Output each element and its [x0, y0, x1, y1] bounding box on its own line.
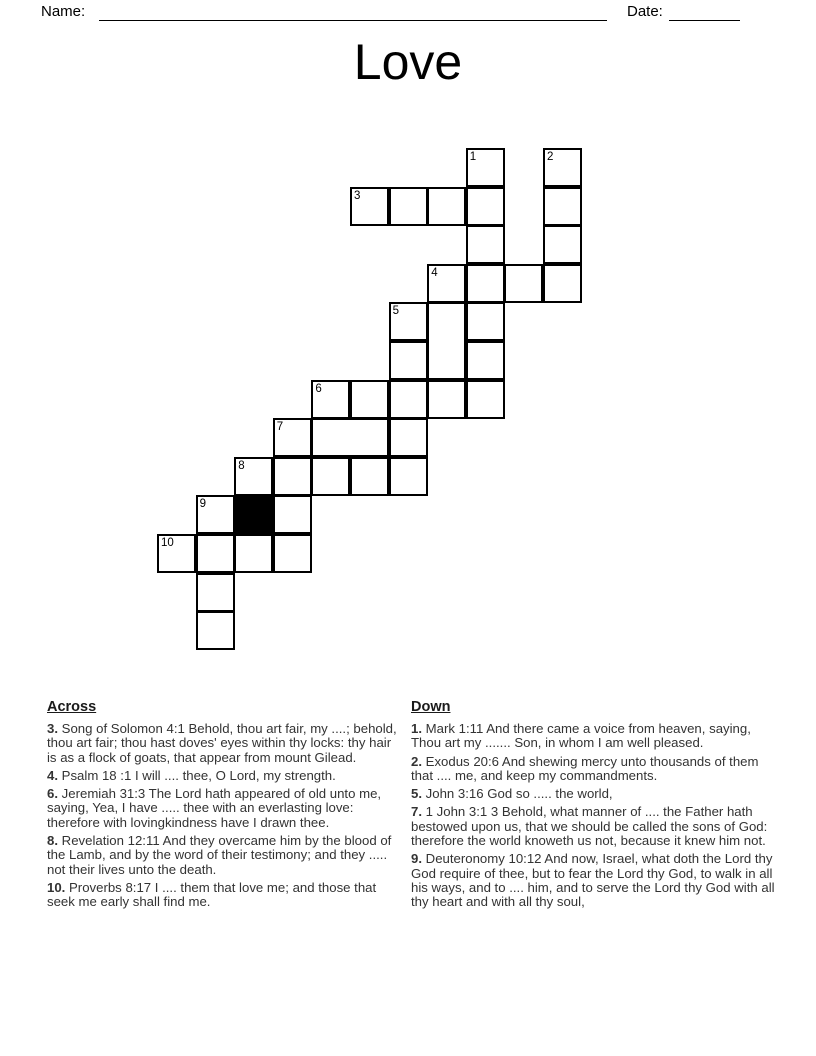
grid-cell[interactable]: [311, 418, 389, 457]
clue-text: 1 John 3:1 3 Behold, what manner of .... the Father hath bestowed upon us, that we should be called the sons of God: therefore the world knoweth us not, because it knew him not.: [411, 804, 768, 849]
grid-cell[interactable]: [466, 302, 505, 341]
clue-across-6: [47, 787, 400, 830]
cell-number: 7: [276, 421, 284, 434]
grid-cell-8[interactable]: [234, 457, 273, 496]
grid-cell[interactable]: [427, 380, 466, 419]
grid-cell-2[interactable]: [543, 148, 582, 187]
date-label: Date:: [627, 3, 663, 20]
grid-cell[interactable]: [543, 264, 582, 303]
grid-cell-10[interactable]: [157, 534, 196, 573]
grid-cell-6[interactable]: [311, 380, 350, 419]
cell-number: 4: [431, 266, 438, 279]
grid-cell[interactable]: [389, 418, 428, 457]
clue-down-9: [411, 852, 777, 909]
clue-number: 8.: [47, 833, 58, 849]
cell-number: 10: [161, 537, 174, 549]
grid-cell[interactable]: [196, 573, 235, 612]
grid-cell-5[interactable]: [389, 302, 428, 341]
clue-text: Revelation 12:11 And they overcame him by the blood of the Lamb, and by the word of their testimony; and they ..... not their lives unto the death.: [47, 833, 392, 877]
clue-number: 7.: [411, 804, 422, 820]
grid-cell[interactable]: [466, 380, 505, 419]
grid-cell[interactable]: [389, 187, 428, 226]
across-clues-section: [47, 699, 400, 914]
grid-cell[interactable]: [350, 457, 389, 496]
clue-across-4: [47, 769, 400, 783]
grid-cell[interactable]: [273, 495, 312, 534]
clue-number: 1.: [411, 721, 422, 736]
clue-number: 10.: [47, 879, 66, 895]
across-clue-list: [47, 722, 400, 910]
grid-cell[interactable]: [466, 341, 505, 380]
name-blank-line[interactable]: [99, 2, 607, 21]
grid-cell[interactable]: [311, 457, 350, 496]
grid-cell[interactable]: [504, 264, 543, 303]
cell-number: 2: [547, 151, 554, 163]
down-clues-section: [411, 699, 777, 914]
clue-text: Jeremiah 31:3 The Lord hath appeared of old unto me, saying, Yea, I have ..... thee with an everlasting love: therefore with lovingkindness have I drawn thee.: [47, 786, 382, 830]
cell-number: 5: [392, 305, 399, 318]
grid-cell[interactable]: [273, 457, 312, 496]
clue-number: 3.: [47, 721, 58, 736]
grid-cell[interactable]: [427, 187, 466, 226]
page-title: Love: [353, 34, 463, 90]
grid-cell[interactable]: [466, 225, 505, 264]
across-heading: Across: [47, 699, 97, 715]
clue-number: 6.: [47, 786, 58, 802]
grid-cell[interactable]: [389, 380, 428, 419]
grid-cell[interactable]: [350, 380, 389, 419]
clue-down-1: [411, 722, 777, 751]
grid-cell-7[interactable]: [273, 418, 312, 457]
clue-text: Song of Solomon 4:1 Behold, thou art fair, my ....; behold, thou art fair; thou hast doves' eyes within thy locks: thy hair is as a flock of goats, that appear from mount Gilead.: [47, 721, 397, 765]
clue-across-10: [47, 881, 400, 910]
grid-cell-3[interactable]: [350, 187, 389, 226]
grid-cell[interactable]: [196, 534, 235, 573]
grid-cell[interactable]: [466, 187, 505, 226]
clue-across-3: [47, 722, 400, 765]
clue-number: 9.: [411, 851, 422, 867]
grid-cell[interactable]: [466, 264, 505, 303]
grid-cell[interactable]: [234, 534, 273, 573]
grid-cell-9[interactable]: [196, 495, 235, 534]
grid-cell[interactable]: [389, 457, 428, 496]
date-blank-line[interactable]: [669, 2, 740, 21]
grid-cell[interactable]: [273, 534, 312, 573]
grid-cell[interactable]: [543, 225, 582, 264]
cell-number: 1: [469, 151, 477, 163]
clue-text: John 3:16 God so ..... the world,: [422, 786, 613, 802]
cell-number: 6: [315, 382, 322, 395]
clue-number: 4.: [47, 767, 58, 783]
down-heading: Down: [411, 699, 451, 715]
name-label: Name:: [41, 3, 86, 20]
grid-cell-4[interactable]: [427, 264, 466, 303]
black-cell: [234, 495, 273, 534]
grid-cell[interactable]: [543, 187, 582, 226]
clue-text: Psalm 18 :1 I will .... thee, O Lord, my strength.: [58, 767, 336, 783]
grid-cell[interactable]: [389, 341, 428, 380]
cell-number: 8: [238, 459, 245, 472]
grid-cell[interactable]: [427, 302, 466, 380]
clue-text: Mark 1:11 And there came a voice from heaven, saying, Thou art my ....... Son, in whom I am well pleased.: [411, 721, 751, 751]
grid-cell-1[interactable]: [466, 148, 505, 187]
clue-across-8: [47, 834, 400, 877]
clue-down-2: [411, 755, 777, 784]
clue-text: Deuteronomy 10:12 And now, Israel, what doth the Lord thy God require of thee, but to fear the Lord thy God, to walk in all his ways, and to .... him, and to serve the Lord thy God with all thy heart and with all thy soul,: [411, 851, 775, 910]
clue-down-5: [411, 787, 777, 801]
down-clue-list: [411, 722, 777, 910]
cell-number: 9: [199, 498, 206, 511]
clue-text: Exodus 20:6 And shewing mercy unto thousands of them that .... me, and keep my commandments.: [411, 753, 759, 783]
clue-number: 2.: [411, 753, 422, 769]
cell-number: 3: [354, 189, 361, 202]
clue-number: 5.: [411, 786, 422, 802]
clue-text: Proverbs 8:17 I .... them that love me; and those that seek me early shall find me.: [47, 879, 377, 910]
grid-cell[interactable]: [196, 611, 235, 650]
clue-down-7: [411, 805, 777, 848]
